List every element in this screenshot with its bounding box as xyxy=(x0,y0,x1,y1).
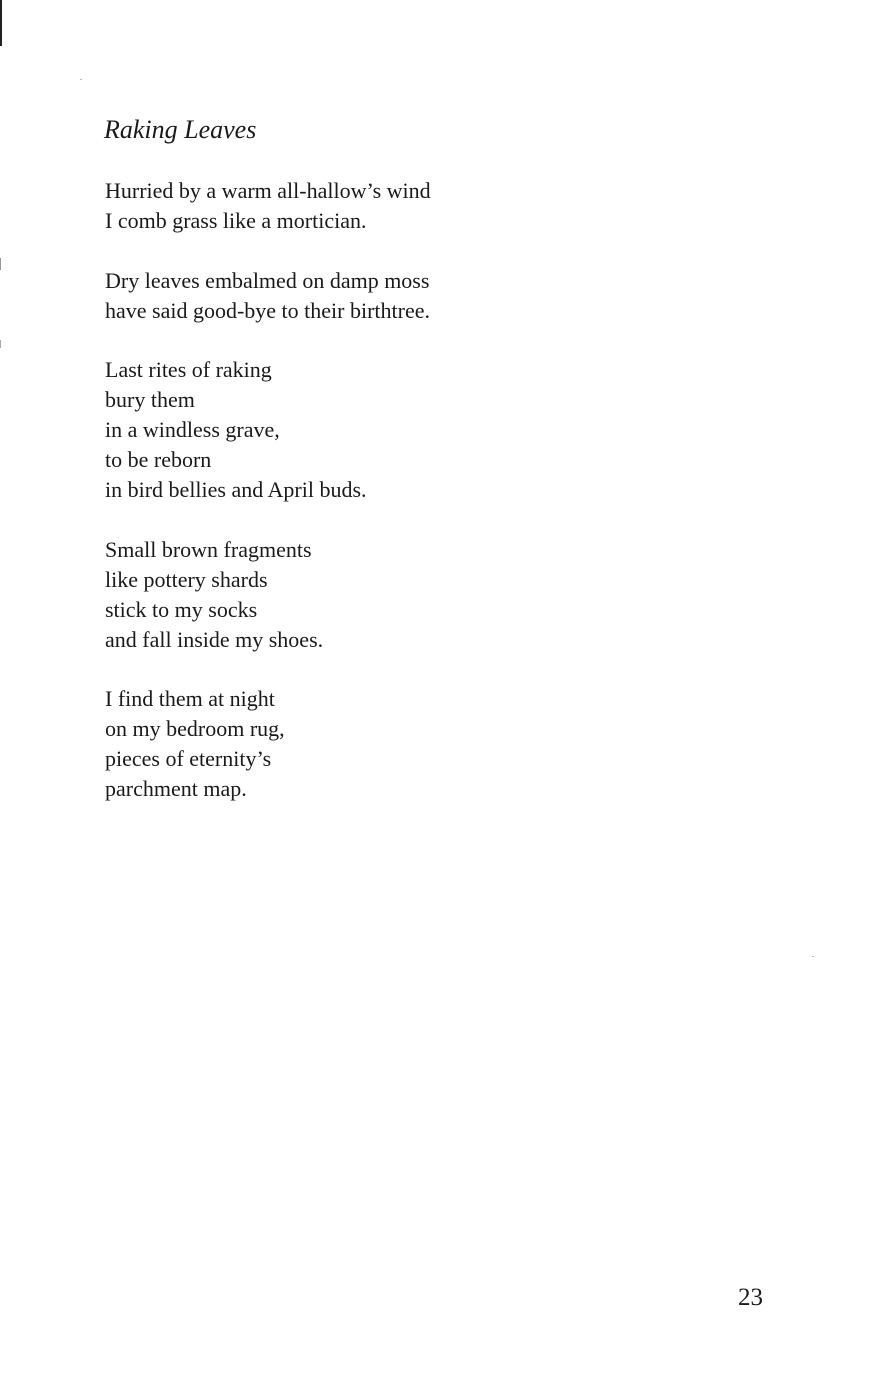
poem-title: Raking Leaves xyxy=(104,115,257,144)
stanza xyxy=(105,684,431,804)
stanza xyxy=(105,355,431,505)
poem-line: on my bedroom rug, xyxy=(105,716,285,742)
poem-line: bury them xyxy=(105,387,195,413)
poem-line: in a windless grave, xyxy=(105,417,280,443)
poem-line: have said good-bye to their birthtree. xyxy=(105,297,431,323)
poem-line: Dry leaves embalmed on damp moss xyxy=(105,267,430,293)
poem-line: Small brown fragments xyxy=(105,536,312,562)
scan-edge-mark xyxy=(0,258,1,270)
stanza xyxy=(105,176,431,236)
stanza xyxy=(105,266,431,326)
page-number: 23 xyxy=(738,1284,763,1311)
scan-speck xyxy=(80,79,82,80)
poem-line: pieces of eternity’s xyxy=(105,746,272,772)
poem-line: like pottery shards xyxy=(105,566,268,592)
scan-speck xyxy=(812,956,814,957)
poem-line: I find them at night xyxy=(105,686,275,712)
poem-body xyxy=(105,176,431,834)
poem-line: parchment map. xyxy=(105,776,247,802)
poem-line: Last rites of raking xyxy=(105,357,272,383)
poem-line: Hurried by a warm all-hallow’s wind xyxy=(105,178,431,203)
poem-line: and fall inside my shoes. xyxy=(105,626,324,652)
poem-line: stick to my socks xyxy=(105,596,258,622)
poem-line: to be reborn xyxy=(105,447,212,473)
poem-line: I comb grass like a mortician. xyxy=(105,207,367,233)
poem-line: in bird bellies and April buds. xyxy=(105,477,367,503)
scan-edge-mark xyxy=(0,340,1,348)
stanza xyxy=(105,535,431,655)
scan-edge-mark xyxy=(0,0,2,46)
